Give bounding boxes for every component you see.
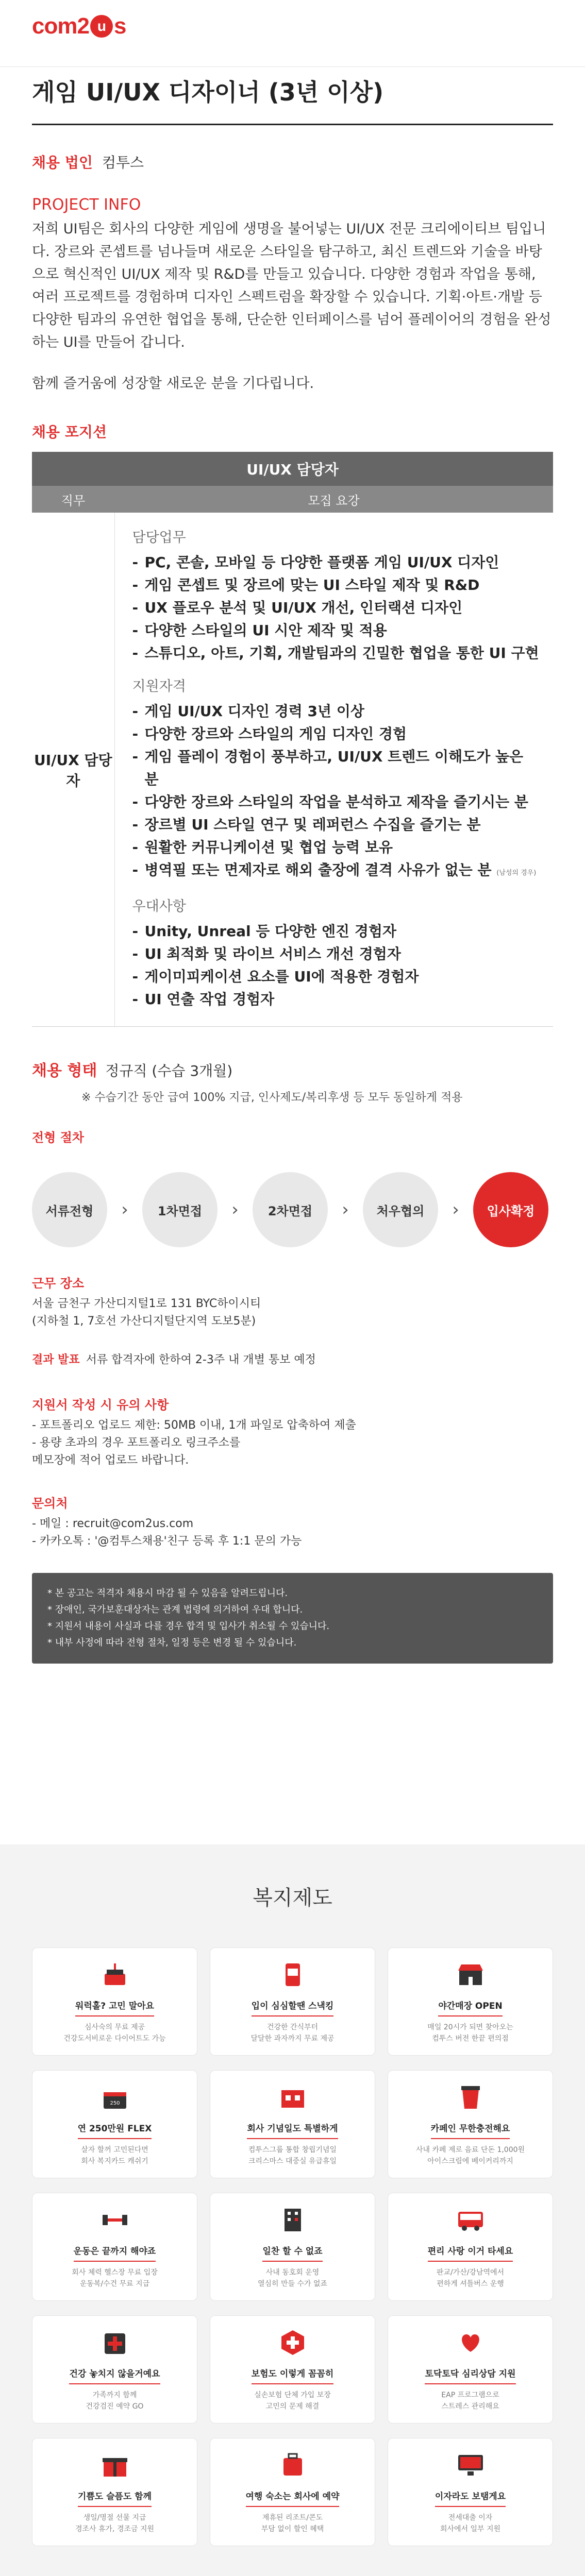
- gift-icon: [98, 2081, 131, 2114]
- welfare-card-desc: 전세대출 이자 회사에서 일부 지원: [440, 2514, 501, 2533]
- welfare-grid: [32, 1947, 553, 2546]
- list-item: - 게임 UI/UX 디자인 경력 3년 이상: [132, 700, 540, 723]
- gift-box-icon: [98, 2449, 131, 2482]
- employment-row: [32, 1058, 553, 1080]
- group-title-preferred: 우대사항: [132, 899, 186, 914]
- welfare-card-desc: 매일 20시가 되면 찾아오는 컴투스 버전 한끝 편의점: [427, 2023, 513, 2043]
- welfare-card: [32, 1947, 197, 2056]
- process-step: 서류전형: [32, 1172, 107, 1247]
- group-title-qualifications: 지원자격: [132, 679, 186, 694]
- list-item: - 스튜디오, 아트, 기획, 개발팀과의 긴밀한 협업을 통한 UI 구현: [132, 642, 540, 665]
- welfare-card-desc: 판교/가산/강남역에서 편하게 셔틀버스 운행: [436, 2268, 505, 2288]
- contact-label: 문의처: [32, 1496, 68, 1511]
- employment-value: 정규직 (수습 3개월): [105, 1062, 233, 1079]
- welfare-card-desc: 생일/명절 선물 지급 경조사 휴가, 경조금 지원: [75, 2514, 155, 2533]
- result-block: [32, 1351, 553, 1369]
- title-divider: [32, 124, 553, 125]
- location-line: (지하철 1, 7호선 가산디지털단지역 도보5분): [32, 1315, 256, 1328]
- welfare-card-title: 여행 숙소는 회사에 예약: [246, 2489, 340, 2507]
- process-step: 처우협의: [363, 1172, 438, 1247]
- welfare-card: [32, 2315, 197, 2424]
- hiring-company-label: 채용 법인: [32, 154, 93, 171]
- welfare-card: [388, 1947, 553, 2056]
- welfare-card-title: 보험도 이렇게 꼼꼼히: [252, 2366, 334, 2384]
- result-value: 서류 합격자에 한하여 2-3주 내 개별 통보 예정: [86, 1353, 316, 1366]
- welfare-card-desc: 가족까지 함께 건강검진 예약 GO: [86, 2391, 144, 2411]
- welfare-card-desc: 건강한 간식부터 달달한 과자까지 무료 제공: [250, 2023, 335, 2043]
- welfare-card: [210, 1947, 375, 2056]
- welfare-card-title: 입이 심심할땐 스낵킹: [252, 1998, 334, 2016]
- list-item: - 게임 플레이 경험이 풍부하고, UI/UX 트렌드 이해도가 높은 분: [132, 745, 540, 791]
- welfare-section: [0, 1844, 585, 2576]
- cake-icon: [98, 1958, 131, 1991]
- process-step-final: 입사확정: [473, 1172, 548, 1247]
- role-cell: UI/UX 담당자: [32, 513, 114, 1027]
- requirements-cell: [114, 513, 553, 1027]
- welfare-card-title: 기쁨도 슬픔도 함께: [78, 2489, 152, 2507]
- list-item: - 장르별 UI 스타일 연구 및 레퍼런스 수집을 즐기는 분: [132, 814, 540, 836]
- bus-icon: [454, 2204, 487, 2236]
- apply-note-line: - 포트폴리오 업로드 제한: 50MB 이내, 1개 파일로 압축하여 제출: [32, 1419, 356, 1432]
- list-item: - 원활한 커뮤니케이션 및 협업 능력 보유: [132, 836, 540, 859]
- list-item: - 다양한 장르와 스타일의 게임 디자인 경험: [132, 723, 540, 745]
- dumbbell-icon: [98, 2204, 131, 2236]
- welfare-card-title: 토닥토닥 심리상담 지원: [425, 2366, 515, 2384]
- employment-note: ※ 수습기간 동안 급여 100% 지급, 인사제도/복리후생 등 모두 동일하게 적용: [81, 1091, 463, 1104]
- logo-text-left: com: [32, 13, 77, 39]
- col-header-role: 직무: [32, 486, 114, 513]
- welfare-card-title: 운동은 끝까지 해야죠: [74, 2244, 156, 2262]
- contact-block: [32, 1493, 553, 1550]
- process-heading: 전형 절차: [32, 1130, 85, 1145]
- list-item: [132, 859, 540, 885]
- heart-hand-icon: [454, 2326, 487, 2359]
- contact-kakao: - 카카오톡 : '@컴투스채용'친구 등록 후 1:1 문의 가능: [32, 1535, 302, 1548]
- store-icon: [276, 2081, 309, 2114]
- hiring-company-row: [32, 151, 553, 172]
- restaurant-icon: [454, 1958, 487, 1991]
- qualifications-list: [132, 700, 540, 885]
- apply-notes-block: [32, 1395, 553, 1469]
- notice-line: * 본 공고는 적격자 채용시 마감 될 수 있음을 알려드립니다.: [47, 1588, 288, 1599]
- welfare-card-desc: 사내 동호회 운영 열심히 만들 수가 없죠: [257, 2268, 328, 2288]
- list-item: - PC, 콘솔, 모바일 등 다양한 플랫폼 게임 UI/UX 디자인: [132, 551, 540, 574]
- list-item: - UI 최적화 및 라이브 서비스 개선 경험자: [132, 943, 540, 965]
- welfare-card-title: 워럭홀? 고민 말아요: [75, 1998, 154, 2016]
- process-step: 2차면접: [253, 1172, 328, 1247]
- chevron-right-icon: ›: [121, 1199, 128, 1220]
- welfare-card-title: 편리 사랑 이거 타세요: [428, 2244, 513, 2262]
- welfare-card-title: 이자라도 보탬게요: [435, 2489, 506, 2507]
- welfare-card-title: 회사 기념일도 특별하게: [247, 2121, 338, 2139]
- positions-table: [32, 452, 553, 1027]
- medical-icon: [98, 2326, 131, 2359]
- welfare-card: [388, 2315, 553, 2424]
- page-title: 게임 UI/UX 디자이너 (3년 이상): [32, 78, 384, 106]
- list-item-text: 병역필 또는 면제자로 해외 출장에 결격 사유가 없는 분: [144, 861, 492, 878]
- welfare-card: [210, 2193, 375, 2301]
- welfare-card: [388, 2193, 553, 2301]
- welfare-card: [388, 2070, 553, 2178]
- group-title-duties: 담당업무: [132, 530, 186, 546]
- location-block: [32, 1273, 553, 1330]
- welfare-card: [32, 2070, 197, 2178]
- header: [0, 0, 585, 67]
- col-header-requirements: 모집 요강: [114, 486, 553, 513]
- welfare-card: [210, 2070, 375, 2178]
- welfare-card-desc: 사내 카페 제로 음료 단돈 1,000원 아이스크림에 베이커리까지: [415, 2146, 525, 2165]
- snack-icon: [276, 1958, 309, 1991]
- list-item: - 다양한 장르와 스타일의 작업을 분석하고 제작을 즐기시는 분: [132, 791, 540, 814]
- list-item: - 게이미피케이션 요소를 UI에 적용한 경험자: [132, 965, 540, 988]
- project-info-text: [32, 218, 553, 395]
- welfare-card-title: 카페인 무한충전해요: [431, 2121, 510, 2139]
- hospital-icon: [276, 2326, 309, 2359]
- welfare-card-desc: 컴투스그룹 통합 창립기념일 크리스마스 대중실 유급휴일: [248, 2146, 337, 2165]
- com2us-logo[interactable]: [32, 13, 126, 39]
- logo-text-right: s: [113, 13, 126, 39]
- welfare-card: [32, 2193, 197, 2301]
- welfare-title: 복지제도: [253, 1886, 332, 1910]
- contact-email[interactable]: - 메일 : recruit@com2us.com: [32, 1517, 194, 1530]
- list-item: - UI 연출 작업 경험자: [132, 988, 540, 1011]
- hiring-company-value: 컴투스: [102, 154, 144, 171]
- monitor-icon: [454, 2449, 487, 2482]
- location-label: 근무 장소: [32, 1276, 85, 1291]
- welfare-card-title: 야간매장 OPEN: [438, 1998, 502, 2016]
- notice-line: * 장애인, 국가보훈대상자는 관계 법령에 의거하여 우대 합니다.: [47, 1604, 303, 1615]
- welfare-card-title: 건강 놓치지 않을거예요: [69, 2366, 160, 2384]
- welfare-card-desc: 실손보험 단체 가입 보장 고민의 문제 해결: [254, 2391, 331, 2411]
- employment-label: 채용 형태: [32, 1062, 97, 1080]
- project-info-paragraph: 함께 즐거움에 성장할 새로운 분을 기다립니다.: [32, 376, 314, 392]
- positions-heading: 채용 포지션: [32, 423, 107, 440]
- project-info-paragraph: 저희 UI팀은 회사의 다양한 게임에 생명을 불어넣는 UI/UX 전문 크리에이티브 팀입니다. 장르와 콘셉트를 넘나들며 새로운 스타일을 탐구하고, 최신 트렌드와 기술을 바탕으로 혁신적인 UI/UX 제작 및 R&D를 만들고 있습니다. 다양한 경험과 작업을 통해, 여러 프로젝트를 경험하며 디자인 스펙트럼을 확장할 수 있습니다. 기획·아트·개발 등 다양한 팀과의 유연한 협업을 통해, 단순한 인터페이스를 넘어 플레이어의 경험을 완성하는 UI를 만들어 갑니다.: [32, 221, 551, 350]
- svg-text:250: 250: [109, 2100, 120, 2106]
- welfare-card-title: 일찬 할 수 없죠: [262, 2244, 322, 2262]
- notice-line: * 내부 사정에 따라 전형 절차, 일정 등은 변경 될 수 있습니다.: [47, 1637, 297, 1648]
- list-item: - UX 플로우 분석 및 UI/UX 개선, 인터랙션 디자인: [132, 597, 540, 619]
- welfare-card: [210, 2315, 375, 2424]
- apply-notes-label: 지원서 작성 시 유의 사항: [32, 1398, 169, 1412]
- project-info-heading: PROJECT INFO: [32, 196, 141, 214]
- list-item: - 다양한 스타일의 UI 시안 제작 및 적용: [132, 619, 540, 642]
- location-line: 서울 금천구 가산디지털1로 131 BYC하이시티: [32, 1297, 261, 1310]
- logo-text-mid: 2: [77, 13, 89, 39]
- notice-box: [32, 1573, 553, 1664]
- welfare-card: [388, 2438, 553, 2546]
- list-item-note: (남성의 경우): [496, 869, 537, 877]
- welfare-card-desc: 회사 체력 헬스장 무료 입장 운동복/수건 무료 지급: [72, 2268, 158, 2288]
- welfare-card-desc: 제휴된 리조트/콘도 부담 없이 할인 혜택: [261, 2514, 324, 2533]
- process-step: 1차면접: [142, 1172, 218, 1247]
- welfare-card-desc: 살자 할꺼 고민된다면 회사 복지카드 캐쉬기: [81, 2146, 148, 2165]
- main-content: [32, 134, 553, 1664]
- process-steps: [32, 1172, 553, 1247]
- result-label: 결과 발표: [32, 1353, 80, 1366]
- coffee-icon: [454, 2081, 487, 2114]
- apply-note-line: - 용량 초과의 경우 포트폴리오 링크주소를: [32, 1436, 241, 1449]
- chevron-right-icon: ›: [342, 1199, 349, 1220]
- chevron-right-icon: ›: [452, 1199, 459, 1220]
- welfare-card-desc: 심사숙의 무료 제공 건강도서비로운 다이어트도 가능: [63, 2023, 166, 2043]
- list-item: - Unity, Unreal 등 다양한 엔진 경험자: [132, 920, 540, 943]
- list-item: - 게임 콘셉트 및 장르에 맞는 UI 스타일 제작 및 R&D: [132, 574, 540, 597]
- welfare-card: [210, 2438, 375, 2546]
- chevron-right-icon: ›: [231, 1199, 239, 1220]
- welfare-card-desc: EAP 프로그램으로 스트레스 관리해요: [441, 2391, 499, 2411]
- welfare-card-title: 연 250만원 FLEX: [78, 2121, 152, 2139]
- welfare-card: [32, 2438, 197, 2546]
- apply-note-line: 메모장에 적어 업로드 바랍니다.: [32, 1454, 189, 1467]
- positions-table-title: UI/UX 담당자: [32, 452, 553, 486]
- notice-line: * 지원서 내용이 사실과 다를 경우 합격 및 입사가 취소될 수 있습니다.: [47, 1621, 330, 1632]
- luggage-icon: [276, 2449, 309, 2482]
- logo-u-circle: u: [90, 15, 113, 38]
- building-icon: [276, 2204, 309, 2236]
- duties-list: [132, 551, 540, 665]
- preferred-list: [132, 920, 540, 1011]
